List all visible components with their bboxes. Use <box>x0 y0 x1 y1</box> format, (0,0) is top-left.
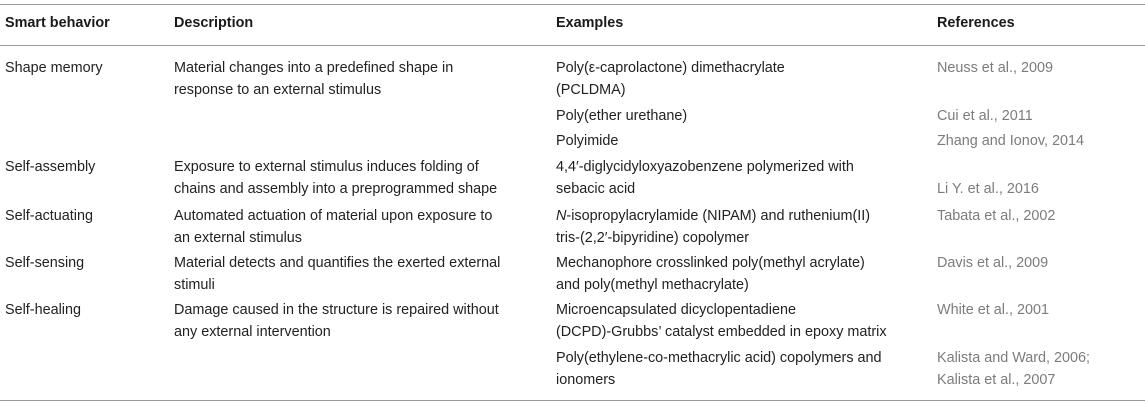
example-line: ionomers <box>556 372 616 388</box>
behavior-cell: Self-healing <box>5 302 82 318</box>
reference-line: Kalista et al., 2007 <box>937 372 1056 388</box>
reference-line: Cui et al., 2011 <box>937 108 1033 124</box>
description-line: response to an external stimulus <box>174 82 382 98</box>
reference-line: Zhang and Ionov, 2014 <box>937 133 1084 149</box>
example-line: (DCPD)-Grubbs’ catalyst embedded in epoxy matrix <box>556 324 887 340</box>
header-smart-behavior: Smart behavior <box>5 15 110 31</box>
header-description: Description <box>174 15 254 31</box>
behavior-cell: Self-sensing <box>5 255 85 271</box>
italic-prefix: N <box>556 208 567 224</box>
behavior-cell: Self-actuating <box>5 208 93 224</box>
example-line: and poly(methyl methacrylate) <box>556 277 749 293</box>
description-line: Exposure to external stimulus induces folding of <box>174 159 479 175</box>
example-line: 4,4′-diglycidyloxyazobenzene polymerized with <box>556 159 854 175</box>
description-line: Material detects and quantifies the exerted external <box>174 255 501 271</box>
description-line: an external stimulus <box>174 230 302 246</box>
reference-line: Kalista and Ward, 2006; <box>937 350 1091 366</box>
example-line: Poly(ether urethane) <box>556 108 688 124</box>
reference-line: Li Y. et al., 2016 <box>937 181 1039 197</box>
example-line <box>556 205 870 228</box>
example-line: Polyimide <box>556 133 619 149</box>
header-references: References <box>937 15 1015 31</box>
behavior-cell: Self-assembly <box>5 159 96 175</box>
description-line: Material changes into a predefined shape in <box>174 60 454 76</box>
table-top-rule <box>0 4 1145 5</box>
example-text: -isopropylacrylamide (NIPAM) and ruthenium(II) <box>566 208 871 224</box>
description-line: Automated actuation of material upon exposure to <box>174 208 493 224</box>
description-line: Damage caused in the structure is repaired without <box>174 302 499 318</box>
reference-line: Neuss et al., 2009 <box>937 60 1053 76</box>
example-line: Mechanophore crosslinked poly(methyl acrylate) <box>556 255 865 271</box>
description-line: chains and assembly into a preprogrammed shape <box>174 181 498 197</box>
header-examples: Examples <box>556 15 624 31</box>
description-line: any external intervention <box>174 324 331 340</box>
behavior-cell: Shape memory <box>5 60 103 76</box>
reference-line: Davis et al., 2009 <box>937 255 1049 271</box>
example-line: Poly(ε-caprolactone) dimethacrylate <box>556 60 785 76</box>
reference-line: White et al., 2001 <box>937 302 1049 318</box>
example-line: Microencapsulated dicyclopentadiene <box>556 302 796 318</box>
example-line: tris-(2,2′-bipyridine) copolymer <box>556 230 750 246</box>
example-line: (PCLDMA) <box>556 82 626 98</box>
reference-line: Tabata et al., 2002 <box>937 208 1056 224</box>
table-header-rule <box>0 45 1145 46</box>
table-bottom-rule <box>0 400 1145 401</box>
example-line: sebacic acid <box>556 181 636 197</box>
description-line: stimuli <box>174 277 215 293</box>
example-line: Poly(ethylene-co-methacrylic acid) copolymers and <box>556 350 882 366</box>
